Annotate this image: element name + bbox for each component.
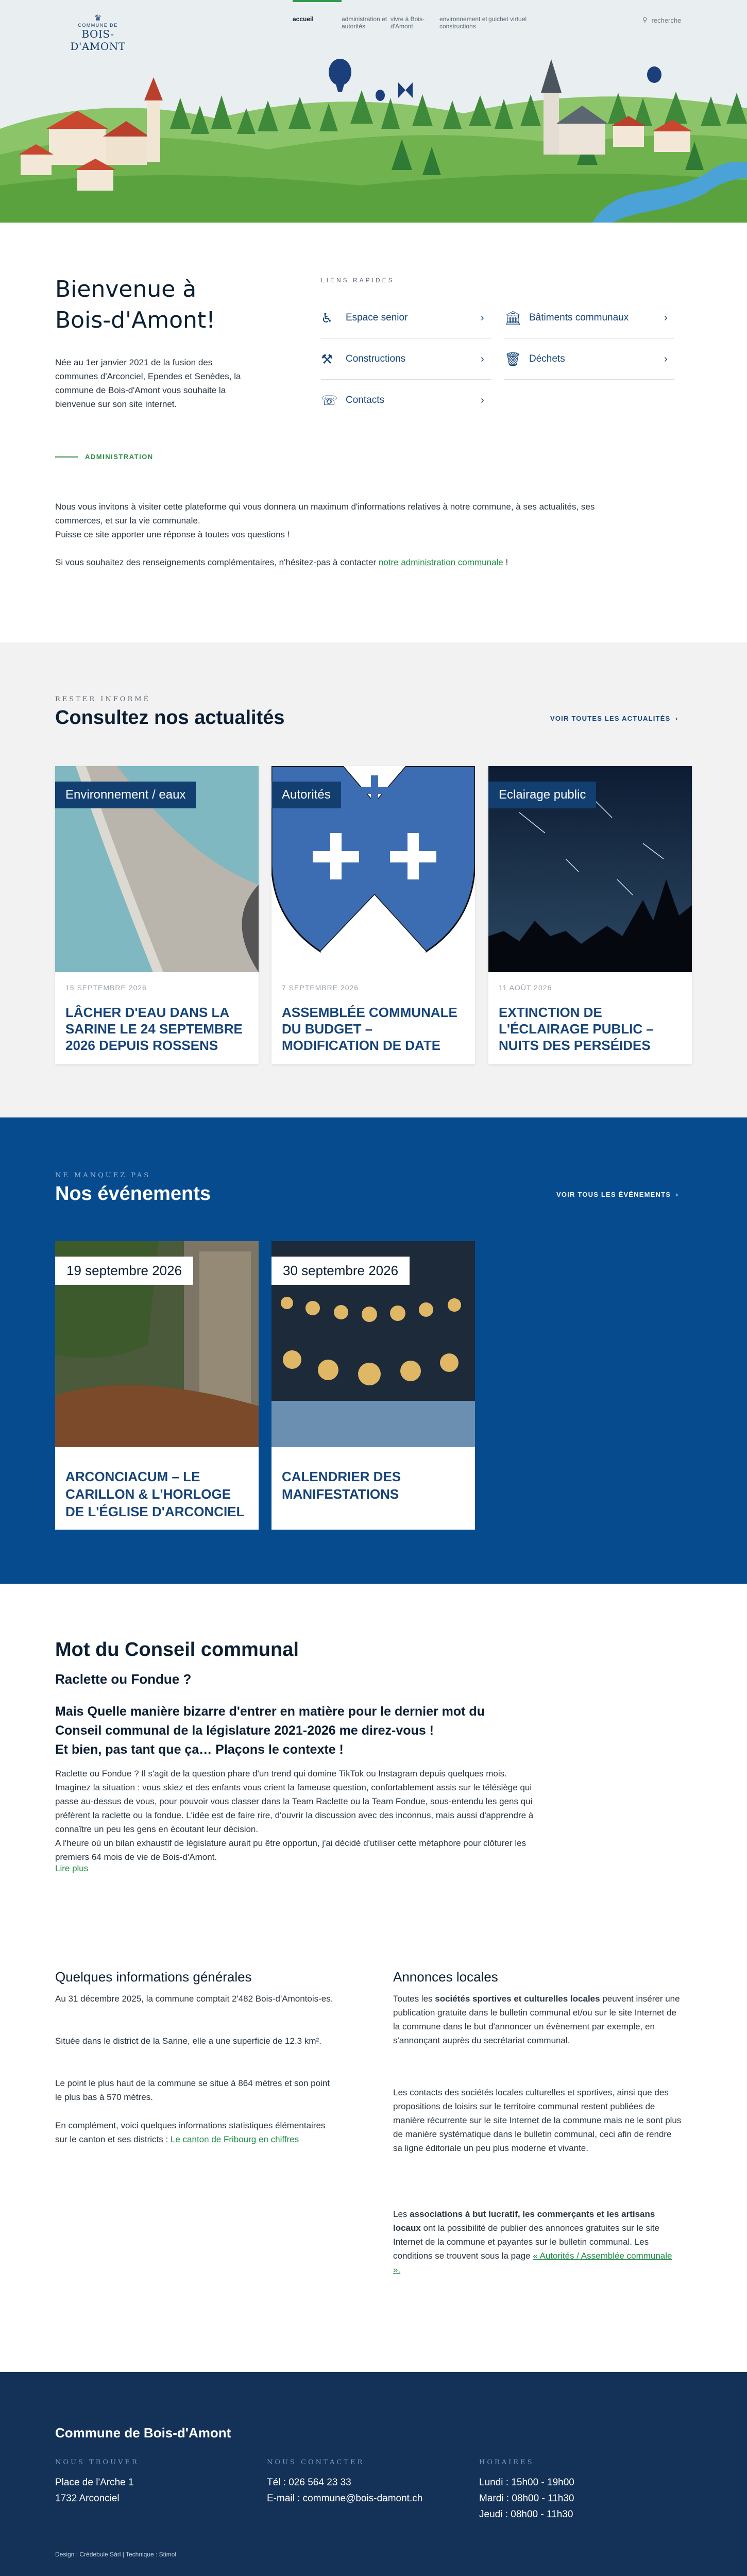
chevron-right-icon: › xyxy=(481,395,484,406)
chevron-right-icon: › xyxy=(481,353,484,365)
all-events-label: VOIR TOUS LES ÉVÉNEMENTS xyxy=(556,1191,671,1198)
news-title-link[interactable]: LÂCHER D'EAU DANS LA SARINE LE 24 SEPTEMBRE 2026 DEPUIS ROSSENS xyxy=(65,1005,243,1053)
search-button[interactable] xyxy=(642,16,681,24)
news-tag: Environnement / eaux xyxy=(55,782,196,808)
administration-inline-link[interactable]: notre administration communale xyxy=(378,557,503,567)
welcome-section xyxy=(0,223,747,642)
general-info-2: Située dans le district de la Sarine, elle a une superficie de 12.3 km². xyxy=(55,2036,321,2046)
site-logo[interactable] xyxy=(54,14,142,53)
news-date: 11 AOÛT 2026 xyxy=(499,984,552,992)
footer-contact-kicker: NOUS CONTACTER xyxy=(267,2459,365,2466)
events-section xyxy=(0,1117,747,1584)
main-nav xyxy=(293,0,537,40)
quick-link-label: Bâtiments communaux xyxy=(529,312,629,323)
trash-icon: 🗑 xyxy=(504,351,522,367)
footer-credits[interactable]: Design : Crèdebule Sàrl | Technique : Stimol xyxy=(55,2551,177,2558)
contacts-icon: ☏ xyxy=(321,393,338,408)
welcome-paragraph-1: Nous vous invitons à visiter cette plateforme qui vous donnera un maximum d'informations relatives à notre commune, à ses actualités, ses commerces, et sur la vie communale. Puisse ce site apporter une réponse à toutes vos questions ! xyxy=(55,502,595,539)
quick-link-label: Constructions xyxy=(346,353,406,364)
footer-address-line1: Place de l'Arche 1 xyxy=(55,2477,134,2488)
news-card[interactable] xyxy=(271,766,475,1064)
council-word-subtitle: Raclette ou Fondue ? xyxy=(55,1671,192,1687)
logo-line2: BOIS-D'AMONT xyxy=(70,28,126,53)
general-info-4: En complément, voici quelques informations statistiques élémentaires sur le canton et ses districts : Le canton de Fribourg en chiffres xyxy=(55,2121,326,2144)
footer-address xyxy=(55,2459,139,2506)
footer xyxy=(0,2372,747,2576)
building-icon: 🏛 xyxy=(504,310,522,326)
local-ads-1: Toutes les sociétés sportives et culturelles locales peuvent insérer une publication gratuite dans le bulletin communal et/ou sur le site Internet de la commune dans le but d'annoncer un évènement par exemple, en s'annonçant auprès du secrétariat communal. xyxy=(393,1994,680,2045)
event-date: 30 septembre 2026 xyxy=(271,1257,410,1285)
news-tag: Eclairage public xyxy=(488,782,596,808)
welcome-intro: Née au 1er janvier 2021 de la fusion des communes d'Arconciel, Ependes et Senèdes, la commune de Bois-d'Amont vous souhaite la bienvenue sur son site internet. xyxy=(55,358,241,409)
quick-links-title: LIENS RAPIDES xyxy=(321,277,395,284)
nav-vivre[interactable]: vivre à Bois-d'Amont xyxy=(391,15,425,30)
welcome-paragraph-2: Si vous souhaitez des renseignements complémentaires, n'hésitez-pas à contacter notre administration communale ! xyxy=(55,557,508,567)
news-section xyxy=(0,642,747,1117)
quick-link-senior[interactable] xyxy=(321,297,491,338)
nav-guichet[interactable]: guichet virtuel xyxy=(488,15,527,23)
nav-administration[interactable]: administration et autorités xyxy=(342,15,387,30)
quick-link-batiments[interactable] xyxy=(504,297,674,338)
quick-link-label: Espace senior xyxy=(346,312,408,323)
quick-links xyxy=(321,277,674,421)
event-title-link[interactable]: ARCONCIACUM – LE CARILLON & L'HORLOGE DE L'ÉGLISE D'ARCONCIEL xyxy=(65,1469,245,1519)
local-ads-2: Les contacts des sociétés locales culturelles et sportives, ainsi que des propositions de loisirs sur le territoire communal restent publiées de manière récurrente sur le site Internet de la commune mais ne le sont plus de manière systématique dans le bulletin communal, ceci afin de rendre sa ligne éditoriale un peu plus moderne et vivante. xyxy=(393,2088,682,2153)
footer-address-kicker: NOUS TROUVER xyxy=(55,2459,139,2466)
event-image-lights xyxy=(271,1241,475,1447)
council-word-body-2: A l'heure où un bilan exhaustif de législature aurait pu être opportun, j'ai décidé d'utiliser cette métaphore pour clôturer les premiers 64 mois de vie de Bois-d'Amont. xyxy=(55,1838,527,1862)
news-title: Consultez nos actualités xyxy=(55,707,285,728)
top-bar xyxy=(0,0,747,53)
nav-environnement[interactable]: environnement et constructions xyxy=(439,15,487,30)
all-events-link[interactable] xyxy=(556,1191,678,1198)
news-kicker: RESTER INFORMÉ xyxy=(55,696,151,703)
events-kicker: NE MANQUEZ PAS xyxy=(55,1172,151,1179)
footer-hours xyxy=(479,2459,574,2522)
footer-hours-kicker: HORAIRES xyxy=(479,2459,534,2466)
news-title-link[interactable]: ASSEMBLÉE COMMUNALE DU BUDGET – MODIFICATION DE DATE xyxy=(282,1005,457,1053)
news-image-coat-of-arms xyxy=(271,766,475,972)
chevron-right-icon: › xyxy=(673,715,678,722)
event-date: 19 septembre 2026 xyxy=(55,1257,193,1285)
event-card[interactable] xyxy=(55,1241,259,1530)
footer-contact xyxy=(267,2459,422,2506)
chevron-right-icon: › xyxy=(664,353,668,365)
news-image-dam xyxy=(55,766,259,972)
fribourg-stats-link[interactable]: Le canton de Fribourg en chiffres xyxy=(170,2134,299,2144)
administration-link-label: ADMINISTRATION xyxy=(85,453,154,461)
news-title-link[interactable]: EXTINCTION DE L'ÉCLAIRAGE PUBLIC – NUITS DES PERSÉIDES xyxy=(499,1005,654,1053)
footer-address-line2: 1732 Arconciel xyxy=(55,2493,120,2504)
hero-header xyxy=(0,0,747,223)
news-card[interactable] xyxy=(55,766,259,1064)
news-date: 7 SEPTEMBRE 2026 xyxy=(282,984,359,992)
welcome-title: Bienvenue à Bois-d'Amont! xyxy=(55,276,215,333)
chevron-right-icon: › xyxy=(664,312,668,324)
news-image-night-sky xyxy=(488,766,692,972)
news-card[interactable] xyxy=(488,766,692,1064)
general-info-1: Au 31 décembre 2025, la commune comptait 2'482 Bois-d'Amontois-es. xyxy=(55,1994,333,2004)
council-word-body-1: Raclette ou Fondue ? Il s'agit de la question phare d'un trend qui domine TikTok ou Instagram depuis quelques mois. Imaginez la situation : vous skiez et des enfants vous crient la fameuse question, confortablement assis sur le télésiège qui passe au-dessus de vous, pour pouvoir vous classer dans la Team Raclette ou la Team Fondue, sous-entendu les gens qui préfèrent la raclette ou la fondue. L'idée est de faire rire, d'ouvrir la discussion avec des inconnus, mais aussi d'apprendre à connaître un peu les gens en écoutant leur décision. xyxy=(55,1769,534,1834)
all-news-link[interactable] xyxy=(550,715,678,722)
quick-link-label: Contacts xyxy=(346,395,384,405)
footer-phone[interactable]: Tél : 026 564 23 33 xyxy=(267,2477,351,2488)
footer-landscape xyxy=(0,2565,747,2576)
footer-hours-line: Mardi : 08h00 - 11h30 xyxy=(479,2493,574,2504)
council-word-section xyxy=(0,1584,747,1969)
footer-hours-line: Lundi : 15h00 - 19h00 xyxy=(479,2477,574,2488)
quick-link-constructions[interactable] xyxy=(321,338,491,380)
council-word-title: Mot du Conseil communal xyxy=(55,1639,299,1660)
footer-hours-line: Jeudi : 08h00 - 11h30 xyxy=(479,2509,573,2520)
crown-icon: ♛ xyxy=(94,14,102,23)
info-section xyxy=(0,1969,747,2372)
local-ads-title: Annonces locales xyxy=(393,1969,498,1985)
general-info-3: Le point le plus haut de la commune se situe à 864 mètres et son point le plus bas à 570 mètres. xyxy=(55,2078,330,2102)
news-tag: Autorités xyxy=(271,782,341,808)
search-label: recherche xyxy=(651,16,682,24)
news-date: 15 SEPTEMBRE 2026 xyxy=(65,984,147,992)
administration-link[interactable] xyxy=(55,453,154,461)
senior-icon: ♿ xyxy=(321,310,333,326)
construction-icon: ⚒ xyxy=(321,351,333,367)
quick-link-contacts[interactable] xyxy=(321,380,491,421)
search-icon: ⚲ xyxy=(642,16,648,24)
nav-accueil[interactable]: accueil xyxy=(293,0,342,40)
all-news-label: VOIR TOUTES LES ACTUALITÉS xyxy=(550,715,671,722)
quick-link-dechets[interactable] xyxy=(504,338,674,380)
assemblee-link[interactable]: « Autorités / Assemblée communale ». xyxy=(393,2251,672,2275)
quick-link-label: Déchets xyxy=(529,353,565,364)
event-image-forest xyxy=(55,1241,259,1447)
events-title: Nos événements xyxy=(55,1183,211,1205)
chevron-right-icon: › xyxy=(481,312,484,324)
link-line xyxy=(55,456,78,457)
local-ads-3: Les associations à but lucratif, les commerçants et les artisans locaux ont la possibilité de publier des annonces gratuites sur le site Internet de la commune et payantes sur le bulletin communal. Les conditions se trouvent sous la page « Autorités / Assemblée communale ». xyxy=(393,2209,672,2275)
chevron-right-icon: › xyxy=(673,1191,679,1198)
event-title-link[interactable]: CALENDRIER DES MANIFESTATIONS xyxy=(282,1469,401,1502)
logo-line1: COMMUNE DE xyxy=(78,23,118,28)
council-word-lead: Mais Quelle manière bizarre d'entrer en matière pour le dernier mot du Conseil communal de la législature 2021-2026 me direz-vous ! Et bien, pas tant que ça… Plaçons le contexte ! xyxy=(55,1704,485,1757)
footer-title: Commune de Bois-d'Amont xyxy=(55,2425,231,2441)
general-info-title: Quelques informations générales xyxy=(55,1969,252,1985)
read-more-link[interactable]: Lire plus xyxy=(55,1863,89,1873)
footer-email[interactable]: E-mail : commune@bois-damont.ch xyxy=(267,2493,423,2504)
event-card[interactable] xyxy=(271,1241,475,1530)
